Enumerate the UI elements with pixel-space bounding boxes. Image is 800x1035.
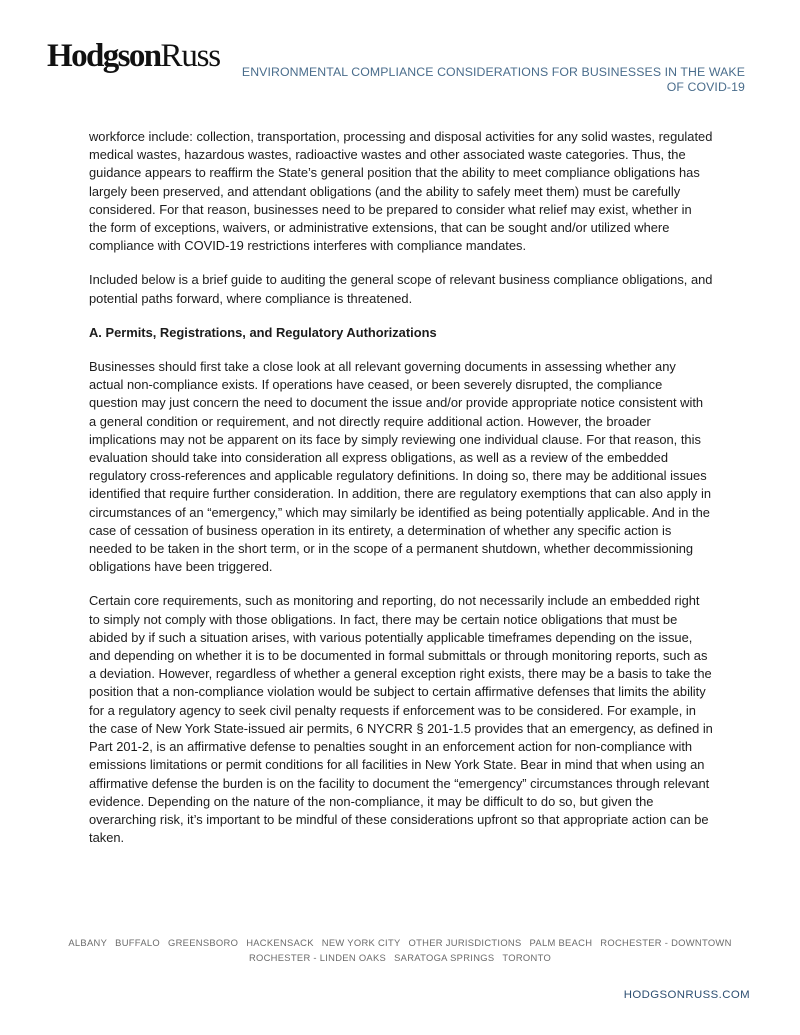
office-link[interactable]: ALBANY [68,937,108,948]
office-link[interactable]: NEW YORK CITY [321,937,401,948]
office-link[interactable]: GREENSBORO [167,937,239,948]
firm-logo [47,40,220,73]
document-title: ENVIRONMENTAL COMPLIANCE CONSIDERATIONS FOR BUSINESSES IN THE WAKE OF COVID-19 [241,65,745,94]
paragraph-audit-guide-intro: Included below is a brief guide to auditing the general scope of relevant business compliance obligations, and potential paths forward, where compliance is threatened. [89,272,713,306]
website-link[interactable]: HODGSONRUSS.COM [623,989,750,1001]
office-link[interactable]: ROCHESTER - DOWNTOWN [600,937,732,948]
office-link[interactable]: TORONTO [502,952,552,963]
office-link[interactable]: HACKENSACK [246,937,314,948]
office-link[interactable]: OTHER JURISDICTIONS [408,937,522,948]
paragraph-core-requirements: Certain core requirements, such as monitoring and reporting, do not necessarily include an embedded right to simply not comply with those obligations. In fact, there may be certain notice obligations that must be abided by if such a situation arises, with various potentially applicable timeframes depending on the issue, and depending on whether it is to be documented in formal submittals or through monitoring reports, such as a deviation. However, regardless of whether a general exception right exists, there may be a basis to take the position that a non-compliance violation would be subject to certain affirmative defenses that limits the ability for a regulatory agency to seek civil penalty requests if enforcement was to be considered. For example, in the case of New York State-issued air permits, 6 NYCRR § 201-1.5 provides that an emergency, as defined in Part 201-2, is an affirmative defense to penalties sought in an enforcement action for non-compliance with emissions limitations or permit conditions for all facilities in New York State. Bear in mind that when using an affirmative defense the burden is on the facility to document the “emergency” circumstances through relevant evidence. Depending on the nature of the non-compliance, it may be difficult to do so, but given the overarching risk, it’s important to be mindful of these considerations upfront so that appropriate action can be taken. [89,593,713,846]
logo-text-russ: Russ [160,38,220,74]
office-locations [60,935,740,965]
paragraph-waste-guidance: workforce include: collection, transportation, processing and disposal activities for any solid wastes, regulated medical wastes, hazardous wastes, radioactive wastes and other associated waste categories. Thus, the guidance appears to reaffirm the State’s general position that the ability to meet compliance obligations has largely been preserved, and attendant obligations (and the ability to safely meet them) must be carefully considered. For that reason, businesses need to be prepared to consider what relief may exist, whether in the form of exceptions, waivers, or administrative extensions, that can be sought and/or utilized where compliance with COVID-19 restrictions interferes with compliance mandates. [89,129,713,254]
office-link[interactable]: ROCHESTER - LINDEN OAKS [248,952,387,963]
office-link[interactable]: PALM BEACH [529,937,593,948]
document-body [89,128,713,863]
section-heading-permits: A. Permits, Registrations, and Regulatory Authorizations [89,324,437,340]
office-link[interactable]: SARATOGA SPRINGS [394,952,495,963]
office-link[interactable]: BUFFALO [115,937,160,948]
paragraph-governing-documents: Businesses should first take a close look at all relevant governing documents in assessing whether any actual non-compliance exists. If operations have ceased, or been severely disrupted, the compliance question may just concern the need to document the issue and/or provide appropriate notice consistent with a general condition or requirement, and not directly require additional action. However, the broader implications may not be apparent on its face by simply reviewing one individual clause. For that reason, this evaluation should take into consideration all express obligations, as well as a review of the embedded regulatory cross-references and applicable regulatory definitions. In doing so, there may be additional issues identified that require further consideration. In addition, there are regulatory exemptions that can also apply in circumstances of an “emergency,” which may similarly be identified as being potentially applicable. And in the case of cessation of business operation in its entirety, a determination of whether any specific action is needed to be taken in the short term, or in the scope of a permanent shutdown, whether decommissioning obligations have been triggered. [89,359,711,575]
logo-text-hodgson: Hodgson [47,38,161,74]
